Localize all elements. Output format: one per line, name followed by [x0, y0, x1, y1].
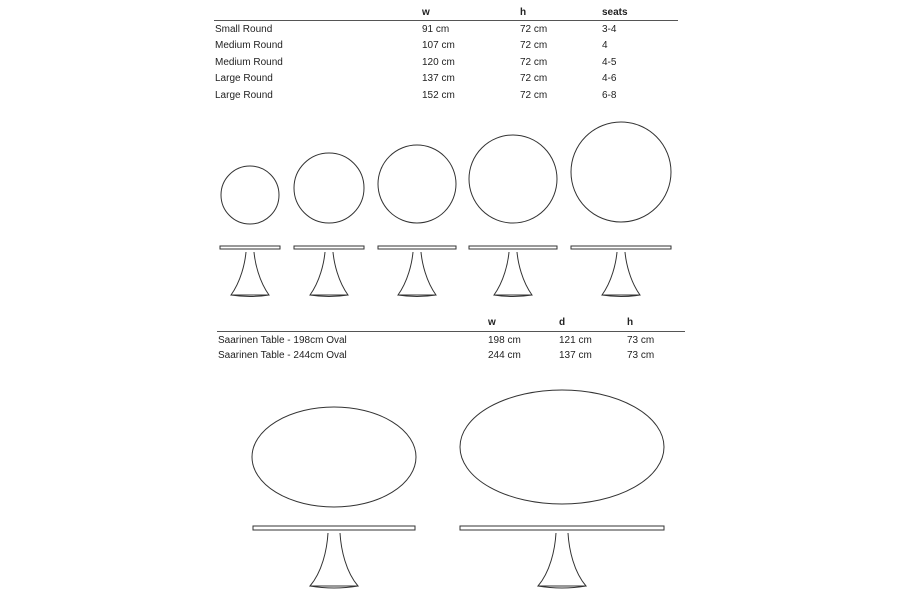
round-table-top-137: [469, 135, 557, 223]
round-row-seats: 4-6: [602, 73, 617, 84]
oval-table-side-244: [460, 526, 664, 588]
round-table-side-91: [220, 246, 280, 297]
oval-table-top-198: [252, 407, 416, 507]
round-row-seats: 4-5: [602, 57, 617, 68]
round-header-h: h: [520, 7, 527, 18]
oval-row-h: 73 cm: [627, 335, 655, 346]
oval-table-top-views: [252, 390, 664, 507]
round-table-top-152: [571, 122, 671, 222]
oval-row-name: Saarinen Table - 244cm Oval: [218, 350, 347, 361]
oval-header-h: h: [627, 317, 634, 328]
round-table-side-120: [378, 246, 456, 297]
round-table-top-107: [294, 153, 364, 223]
round-row-seats: 3-4: [602, 24, 617, 35]
round-row-h: 72 cm: [520, 90, 548, 101]
round-header-w: w: [422, 7, 430, 18]
round-row-w: 137 cm: [422, 73, 455, 84]
round-row-name: Medium Round: [215, 40, 283, 51]
round-table-side-152: [571, 246, 671, 297]
oval-table-side-198: [253, 526, 415, 588]
round-table-top-91: [221, 166, 279, 224]
round-row-h: 72 cm: [520, 57, 548, 68]
round-row-seats: 6-8: [602, 90, 617, 101]
oval-row-d: 137 cm: [559, 350, 592, 361]
oval-row-d: 121 cm: [559, 335, 592, 346]
oval-row-w: 198 cm: [488, 335, 521, 346]
round-row-name: Large Round: [215, 90, 273, 101]
oval-header-d: d: [559, 317, 566, 328]
oval-row-w: 244 cm: [488, 350, 521, 361]
round-row-w: 120 cm: [422, 57, 455, 68]
round-row-h: 72 cm: [520, 40, 548, 51]
round-row-name: Small Round: [215, 24, 273, 35]
round-row-h: 72 cm: [520, 24, 548, 35]
oval-header-w: w: [488, 317, 496, 328]
round-row-name: Large Round: [215, 73, 273, 84]
round-row-w: 152 cm: [422, 90, 455, 101]
oval-row-h: 73 cm: [627, 350, 655, 361]
round-row-w: 107 cm: [422, 40, 455, 51]
oval-row-name: Saarinen Table - 198cm Oval: [218, 335, 347, 346]
round-table-side-views: [220, 246, 671, 297]
round-table-side-137: [469, 246, 557, 297]
oval-table-side-views: [253, 526, 664, 588]
round-row-h: 72 cm: [520, 73, 548, 84]
round-table-side-107: [294, 246, 364, 297]
round-table-top-120: [378, 145, 456, 223]
round-row-seats: 4: [602, 40, 608, 51]
round-table-top-views: [221, 122, 671, 224]
round-row-name: Medium Round: [215, 57, 283, 68]
round-row-w: 91 cm: [422, 24, 450, 35]
oval-table-top-244: [460, 390, 664, 504]
round-header-seats: seats: [602, 7, 628, 18]
